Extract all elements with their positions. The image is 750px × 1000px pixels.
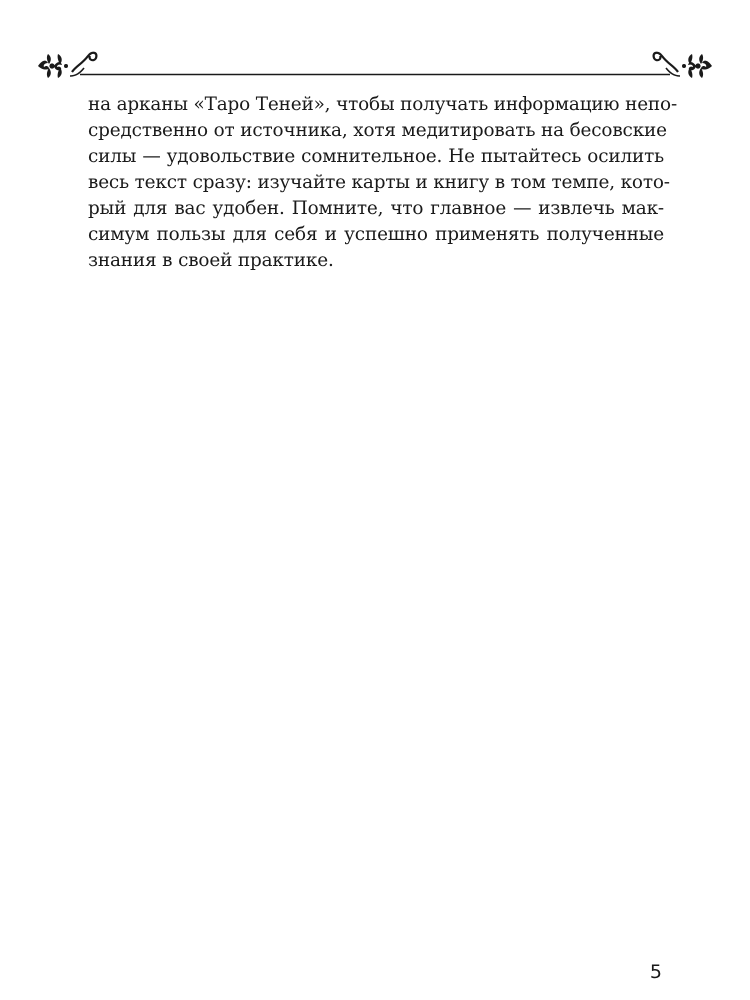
paragraph-line: рый для вас удобен. Помните, что главное — извлечь мак- [88, 198, 664, 219]
page-number: 5 [649, 961, 662, 983]
paragraph-line: весь текст сразу: изучайте карты и книгу в том темпе, кото- [88, 172, 670, 193]
paragraph-line: знания в своей практике. [88, 250, 334, 271]
paragraph-line: средственно от источника, хотя медитировать на бесовские [88, 120, 667, 141]
paragraph-line: на арканы «Таро Теней», чтобы получать информацию непо- [88, 94, 678, 115]
body-paragraph [88, 92, 678, 274]
header-ornament-rule [36, 46, 714, 86]
paragraph-line: силы — удовольствие сомнительное. Не пытайтесь осилить [88, 146, 664, 167]
paragraph-line: симум пользы для себя и успешно применять полученные [88, 224, 664, 245]
